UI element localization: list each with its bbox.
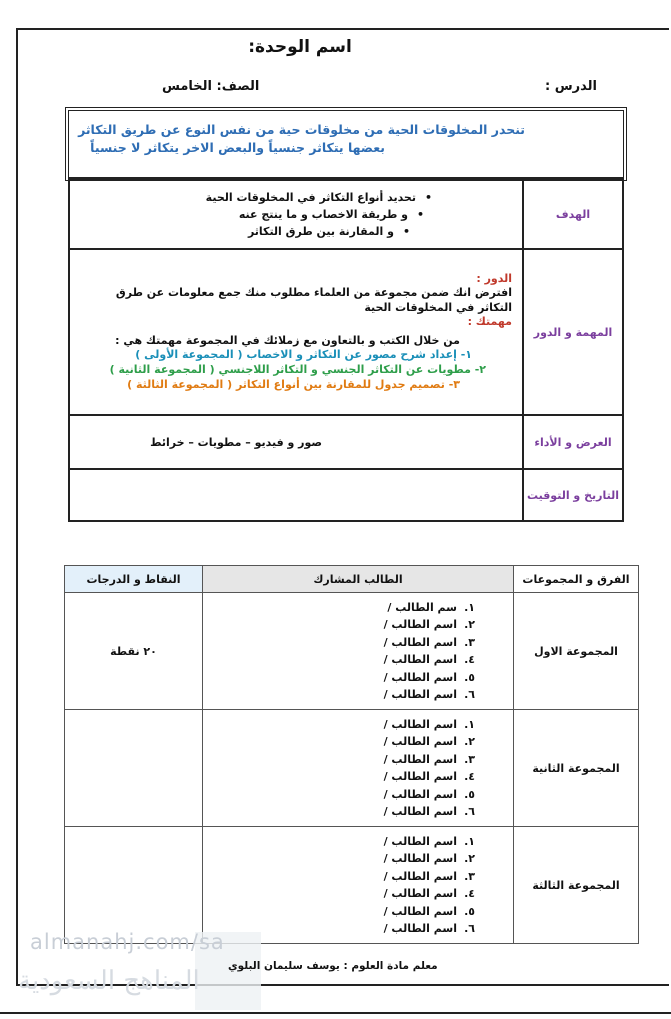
group-row-3 bbox=[65, 827, 639, 944]
intro-line-2: بعضها يتكاثر جنسياً والبعض الاخر يتكاثر لا جنسياً bbox=[90, 140, 385, 155]
task-row bbox=[69, 249, 623, 415]
student-name: اسم الطالب / bbox=[383, 805, 457, 818]
student-name: اسم الطالب / bbox=[383, 670, 457, 684]
student-item bbox=[203, 751, 475, 769]
student-name: اسم الطالب / bbox=[383, 752, 457, 766]
date-content bbox=[69, 469, 523, 521]
student-num: ١. bbox=[464, 834, 475, 848]
student-item bbox=[203, 885, 475, 903]
student-name: اسم الطالب / bbox=[383, 922, 457, 935]
student-list bbox=[203, 833, 513, 938]
unit-title: اسم الوحدة: bbox=[248, 37, 352, 57]
watermark-brand: المناهج السعودية bbox=[18, 966, 200, 996]
grade-label: الصف: الخامس bbox=[162, 79, 260, 94]
task-content bbox=[69, 249, 523, 415]
header-points: النقاط و الدرجات bbox=[65, 566, 203, 593]
group-points bbox=[65, 827, 203, 944]
student-num: ٢. bbox=[464, 618, 475, 631]
student-name: اسم الطالب / bbox=[383, 887, 457, 900]
student-item bbox=[203, 768, 475, 786]
student-name: اسم الطالب / bbox=[383, 735, 457, 748]
student-num: ٤. bbox=[464, 887, 475, 900]
student-num: ٥. bbox=[464, 670, 475, 684]
student-num: ١. bbox=[464, 600, 475, 614]
goal-label: الهدف bbox=[523, 179, 623, 249]
student-name: اسم الطالب / bbox=[383, 770, 457, 783]
goal-item: • و المقارنة بين طرق التكاثر bbox=[80, 223, 394, 240]
goal-item: • تحديد أنواع التكاثر في المخلوقات الحية bbox=[80, 189, 416, 206]
student-item bbox=[203, 803, 475, 821]
group-name: المجموعة الاول bbox=[514, 593, 639, 710]
goal-list bbox=[80, 189, 512, 240]
student-num: ٥. bbox=[464, 787, 475, 801]
student-num: ٤. bbox=[464, 653, 475, 666]
student-name: اسم الطالب / bbox=[383, 834, 457, 848]
watermark-site: almanahj.com/sa bbox=[30, 930, 225, 954]
student-list bbox=[203, 716, 513, 821]
student-num: ٣. bbox=[464, 869, 475, 883]
plan-table bbox=[68, 178, 624, 522]
student-name: اسم الطالب / bbox=[383, 688, 457, 701]
teacher-name: معلم مادة العلوم : يوسف سليمان البلوي bbox=[228, 960, 438, 972]
group-row-1 bbox=[65, 593, 639, 710]
header-students: الطالب المشارك bbox=[203, 566, 514, 593]
student-item bbox=[203, 686, 475, 704]
groups-header-row bbox=[65, 566, 639, 593]
student-num: ٢. bbox=[464, 852, 475, 865]
intro-line-1: تنحدر المخلوقات الحية من مخلوقات حية من نفس النوع عن طريق التكاثر bbox=[78, 122, 525, 137]
task-item-3: ٣- تصميم جدول للمقارنة بين أنواع التكاثر ( المجموعة الثالثة ) bbox=[127, 378, 460, 391]
student-num: ٦. bbox=[464, 805, 475, 818]
group-points: ٢٠ نقطة bbox=[65, 593, 203, 710]
student-item bbox=[203, 850, 475, 868]
student-name: اسم الطالب / bbox=[383, 653, 457, 666]
groups-table bbox=[64, 565, 639, 944]
student-name: اسم الطالب / bbox=[383, 635, 457, 649]
student-item bbox=[203, 903, 475, 921]
task-label: المهمة و الدور bbox=[523, 249, 623, 415]
student-list bbox=[203, 599, 513, 704]
group-row-2 bbox=[65, 710, 639, 827]
display-row bbox=[69, 415, 623, 469]
tasks-intro: من خلال الكتب و بالتعاون مع زملائك في المجموعة مهمتك هي : bbox=[115, 334, 460, 347]
date-label: التاريخ و التوقيت bbox=[523, 469, 623, 521]
display-text: صور و فيديو – مطويات – خرائط bbox=[150, 435, 322, 449]
intro-box bbox=[68, 110, 624, 178]
student-name: اسم الطالب / bbox=[383, 618, 457, 631]
student-item bbox=[203, 616, 475, 634]
display-label: العرض و الأداء bbox=[523, 415, 623, 469]
student-num: ٤. bbox=[464, 770, 475, 783]
student-name: سم الطالب / bbox=[387, 600, 457, 614]
lesson-label: الدرس : bbox=[545, 79, 597, 94]
student-cell bbox=[203, 710, 514, 827]
role-text: افترض انك ضمن مجموعة من العلماء مطلوب منك جمع معلومات عن طرق التكاثر في المخلوقات الحية bbox=[115, 286, 512, 314]
student-num: ٦. bbox=[464, 922, 475, 935]
student-name: اسم الطالب / bbox=[383, 787, 457, 801]
student-item bbox=[203, 868, 475, 886]
student-item bbox=[203, 786, 475, 804]
task-heading: مهمتك : bbox=[467, 315, 512, 328]
goal-item: • و طريقة الاخصاب و ما ينتج عنه bbox=[80, 206, 408, 223]
student-num: ٢. bbox=[464, 735, 475, 748]
group-points bbox=[65, 710, 203, 827]
student-name: اسم الطالب / bbox=[383, 852, 457, 865]
date-row bbox=[69, 469, 623, 521]
role-heading: الدور : bbox=[476, 272, 512, 285]
student-num: ١. bbox=[464, 717, 475, 731]
student-item bbox=[203, 599, 475, 617]
goal-content bbox=[69, 179, 523, 249]
student-item bbox=[203, 669, 475, 687]
student-item bbox=[203, 716, 475, 734]
task-item-2: ٢- مطويات عن التكاثر الجنسي و التكاثر اللاجنسي ( المجموعة الثانية ) bbox=[109, 363, 486, 376]
student-item bbox=[203, 634, 475, 652]
goal-row bbox=[69, 179, 623, 249]
group-name: المجموعة الثانية bbox=[514, 710, 639, 827]
student-name: اسم الطالب / bbox=[383, 717, 457, 731]
student-name: اسم الطالب / bbox=[383, 869, 457, 883]
student-num: ٥. bbox=[464, 904, 475, 918]
student-item bbox=[203, 833, 475, 851]
student-num: ٣. bbox=[464, 635, 475, 649]
student-item bbox=[203, 651, 475, 669]
header-groups: الفرق و المجموعات bbox=[514, 566, 639, 593]
student-num: ٦. bbox=[464, 688, 475, 701]
student-item bbox=[203, 733, 475, 751]
student-name: اسم الطالب / bbox=[383, 904, 457, 918]
student-cell bbox=[203, 593, 514, 710]
task-item-1: ١- إعداد شرح مصور عن التكاثر و الاخصاب ( المجموعة الأولى ) bbox=[135, 348, 472, 361]
display-content bbox=[69, 415, 523, 469]
student-cell bbox=[203, 827, 514, 944]
group-name: المجموعة الثالثة bbox=[514, 827, 639, 944]
bottom-rule bbox=[0, 1012, 671, 1014]
student-num: ٣. bbox=[464, 752, 475, 766]
